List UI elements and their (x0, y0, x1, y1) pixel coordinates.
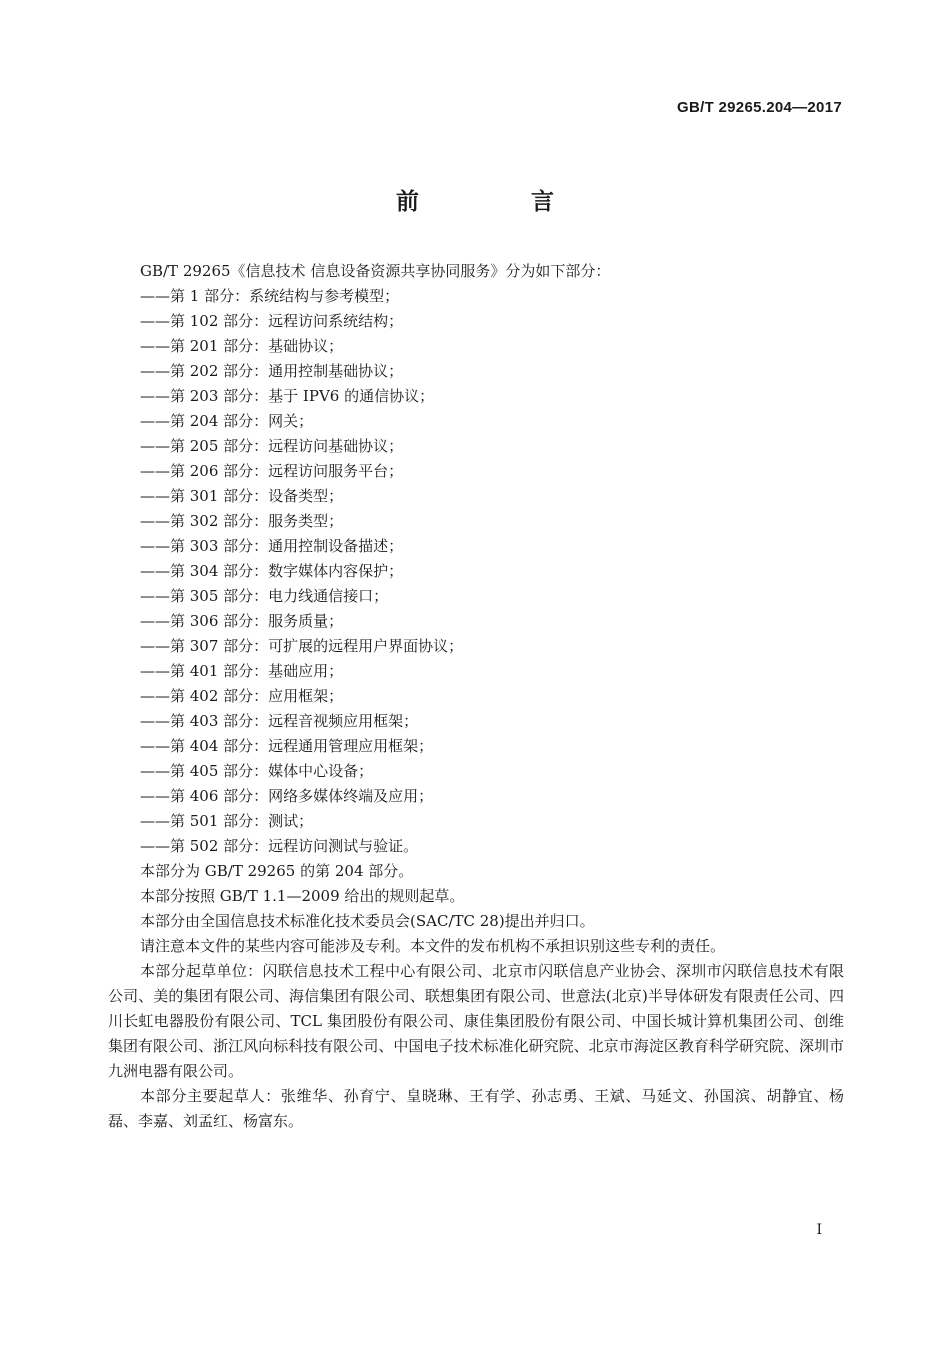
list-item: ——第 404 部分：远程通用管理应用框架； (140, 737, 434, 755)
list-item: ——第 502 部分：远程访问测试与验证。 (140, 837, 419, 855)
list-item: ——第 501 部分：测试； (140, 812, 314, 830)
list-item: ——第 406 部分：网络多媒体终端及应用； (140, 787, 434, 805)
drafters-paragraph: 本部分主要起草人：张维华、孙育宁、皇晓琳、王有学、孙志勇、王斌、马延文、孙国滨、胡静宜、杨磊、李嘉、刘孟红、杨富东。 (108, 1087, 844, 1130)
list-item: ——第 201 部分：基础协议； (140, 337, 344, 355)
list-item: ——第 307 部分：可扩展的远程用户界面协议； (140, 637, 464, 655)
page-title: 前 言 (395, 189, 606, 215)
list-item: ——第 402 部分：应用框架； (140, 687, 344, 705)
list-item: ——第 302 部分：服务类型； (140, 512, 344, 530)
list-item: ——第 304 部分：数字媒体内容保护； (140, 562, 404, 580)
list-item: ——第 401 部分：基础应用； (140, 662, 344, 680)
list-item: ——第 301 部分：设备类型； (140, 487, 344, 505)
intro-line: GB/T 29265《信息技术 信息设备资源共享协同服务》分为如下部分： (140, 262, 611, 280)
list-item: ——第 205 部分：远程访问基础协议； (140, 437, 404, 455)
list-item: ——第 202 部分：通用控制基础协议； (140, 362, 404, 380)
foreword-body (108, 259, 844, 1134)
part-of-statement: 本部分为 GB/T 29265 的第 204 部分。 (140, 862, 414, 880)
drafting-units-paragraph: 本部分起草单位：闪联信息技术工程中心有限公司、北京市闪联信息产业协会、深圳市闪联信息技术有限公司、美的集团有限公司、海信集团有限公司、联想集团有限公司、世意法(北京)半导体研发有限责任公司、四川长虹电器股份有限公司、TCL 集团股份有限公司、康佳集团股份有限公司、中国长城计算机集团公司、创维集团有限公司、浙江风向标科技有限公司、中国电子技术标准化研究院、北京市海淀区教育科学研究院、深圳市九洲电器有限公司。 (108, 962, 844, 1080)
list-item: ——第 102 部分：远程访问系统结构； (140, 312, 404, 330)
proposed-by-statement: 本部分由全国信息技术标准化技术委员会(SAC/TC 28)提出并归口。 (140, 912, 595, 930)
list-item: ——第 303 部分：通用控制设备描述； (140, 537, 404, 555)
list-item: ——第 306 部分：服务质量； (140, 612, 344, 630)
list-item: ——第 305 部分：电力线通信接口； (140, 587, 389, 605)
patent-notice: 请注意本文件的某些内容可能涉及专利。本文件的发布机构不承担识别这些专利的责任。 (140, 937, 726, 955)
list-item: ——第 203 部分：基于 IPV6 的通信协议； (140, 387, 435, 405)
list-item: ——第 1 部分：系统结构与参考模型； (140, 287, 400, 305)
parts-list (108, 284, 844, 859)
list-item: ——第 403 部分：远程音视频应用框架； (140, 712, 419, 730)
page-number: I (816, 1222, 822, 1238)
drafting-rules-statement: 本部分按照 GB/T 1.1—2009 给出的规则起草。 (140, 887, 465, 905)
document-code: GB/T 29265.204—2017 (677, 99, 842, 116)
list-item: ——第 206 部分：远程访问服务平台； (140, 462, 404, 480)
list-item: ——第 204 部分：网关； (140, 412, 314, 430)
list-item: ——第 405 部分：媒体中心设备； (140, 762, 374, 780)
